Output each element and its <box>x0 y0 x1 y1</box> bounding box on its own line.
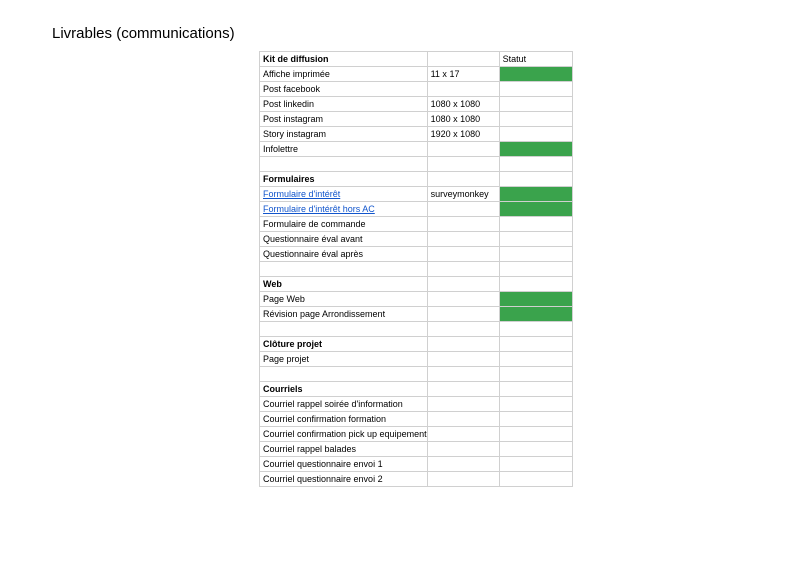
status-cell <box>499 217 572 232</box>
deliverable-name-cell <box>260 457 428 472</box>
status-done-cell <box>499 307 572 322</box>
section-title-cell <box>260 337 428 352</box>
spec-cell <box>427 382 499 397</box>
status-cell <box>499 262 572 277</box>
table-row <box>260 427 573 442</box>
status-cell <box>499 457 572 472</box>
table-row <box>260 82 573 97</box>
table-row <box>260 202 573 217</box>
deliverable-link[interactable]: Formulaire d'intérêt <box>263 189 341 199</box>
deliverable-name-cell <box>260 127 428 142</box>
deliverable-name-cell <box>260 397 428 412</box>
section-header-row <box>260 337 573 352</box>
spec-cell <box>427 307 499 322</box>
status-cell <box>499 352 572 367</box>
deliverable-name: Page projet <box>263 354 310 364</box>
deliverable-name-cell <box>260 112 428 127</box>
deliverable-name-cell <box>260 67 428 82</box>
spec-cell <box>427 412 499 427</box>
deliverable-name-cell <box>260 247 428 262</box>
table-row <box>260 232 573 247</box>
spec-cell <box>427 442 499 457</box>
section-header-row <box>260 52 573 67</box>
status-done-cell <box>499 292 572 307</box>
section-header-row <box>260 382 573 397</box>
blank-row <box>260 322 573 337</box>
table-row <box>260 307 573 322</box>
deliverable-name-cell <box>260 427 428 442</box>
deliverable-name: Post linkedin <box>263 99 315 109</box>
table-row <box>260 217 573 232</box>
deliverables-table-body <box>260 52 573 487</box>
section-title-cell <box>260 382 428 397</box>
status-cell <box>499 427 572 442</box>
section-title: Courriels <box>263 384 303 394</box>
deliverable-name: Courriel confirmation pick up equipement <box>263 429 427 439</box>
blank-row <box>260 262 573 277</box>
table-row <box>260 397 573 412</box>
deliverable-name-cell <box>260 412 428 427</box>
section-header-row <box>260 172 573 187</box>
spec-cell <box>427 262 499 277</box>
table-row <box>260 187 573 202</box>
status-cell <box>499 442 572 457</box>
section-title: Kit de diffusion <box>263 54 329 64</box>
deliverable-name: Affiche imprimée <box>263 69 330 79</box>
deliverable-name: Courriel questionnaire envoi 2 <box>263 474 383 484</box>
table-row <box>260 292 573 307</box>
deliverable-name-cell <box>260 157 428 172</box>
deliverable-name: Questionnaire éval après <box>263 249 364 259</box>
spec-cell <box>427 427 499 442</box>
status-done-cell <box>499 202 572 217</box>
page-title: Livrables (communications) <box>52 25 235 42</box>
spec-cell <box>427 322 499 337</box>
status-header-cell: Statut <box>499 52 572 67</box>
deliverable-name: Courriel questionnaire envoi 1 <box>263 459 383 469</box>
section-title-cell <box>260 172 428 187</box>
status-cell <box>499 82 572 97</box>
table-row <box>260 142 573 157</box>
deliverable-name: Story instagram <box>263 129 327 139</box>
table-row <box>260 457 573 472</box>
blank-row <box>260 367 573 382</box>
status-cell <box>499 367 572 382</box>
deliverable-name-cell <box>260 367 428 382</box>
spec-cell: 1920 x 1080 <box>427 127 499 142</box>
deliverable-name-cell <box>260 82 428 97</box>
spec-cell <box>427 247 499 262</box>
table-row <box>260 247 573 262</box>
deliverable-name-cell <box>260 292 428 307</box>
section-header-row <box>260 277 573 292</box>
deliverable-name-cell[interactable] <box>260 187 428 202</box>
deliverable-name-cell <box>260 352 428 367</box>
spec-cell <box>427 202 499 217</box>
status-done-cell <box>499 187 572 202</box>
deliverable-name: Formulaire de commande <box>263 219 366 229</box>
table-row <box>260 442 573 457</box>
deliverable-name: Courriel rappel soirée d'information <box>263 399 403 409</box>
status-cell <box>499 127 572 142</box>
deliverable-name-cell <box>260 442 428 457</box>
spec-cell <box>427 367 499 382</box>
spec-cell <box>427 82 499 97</box>
spec-cell <box>427 457 499 472</box>
deliverable-name-cell <box>260 232 428 247</box>
deliverable-name: Post instagram <box>263 114 324 124</box>
section-title: Formulaires <box>263 174 315 184</box>
spec-cell <box>427 172 499 187</box>
status-cell <box>499 157 572 172</box>
spec-cell <box>427 217 499 232</box>
spec-cell: surveymonkey <box>427 187 499 202</box>
deliverable-name-cell <box>260 307 428 322</box>
spec-cell <box>427 337 499 352</box>
deliverable-link[interactable]: Formulaire d'intérêt hors AC <box>263 204 375 214</box>
deliverable-name: Page Web <box>263 294 305 304</box>
deliverable-name-cell[interactable] <box>260 202 428 217</box>
section-title: Web <box>263 279 282 289</box>
status-done-cell <box>499 67 572 82</box>
status-cell <box>499 322 572 337</box>
deliverable-name-cell <box>260 262 428 277</box>
spec-cell <box>427 472 499 487</box>
deliverables-table <box>259 51 573 487</box>
table-row <box>260 97 573 112</box>
deliverable-name-cell <box>260 97 428 112</box>
status-cell <box>499 247 572 262</box>
spec-cell <box>427 397 499 412</box>
deliverable-name-cell <box>260 217 428 232</box>
status-cell <box>499 397 572 412</box>
status-cell <box>499 472 572 487</box>
spec-cell <box>427 277 499 292</box>
section-title-cell <box>260 52 428 67</box>
deliverable-name: Révision page Arrondissement <box>263 309 386 319</box>
table-row <box>260 112 573 127</box>
status-cell <box>499 412 572 427</box>
section-title: Clôture projet <box>263 339 323 349</box>
spec-cell: 1080 x 1080 <box>427 97 499 112</box>
status-cell <box>499 337 572 352</box>
table-row <box>260 352 573 367</box>
table-row <box>260 412 573 427</box>
spec-cell <box>427 232 499 247</box>
table-row <box>260 472 573 487</box>
deliverable-name: Questionnaire éval avant <box>263 234 363 244</box>
status-cell <box>499 172 572 187</box>
spec-cell <box>427 352 499 367</box>
status-cell <box>499 277 572 292</box>
status-cell <box>499 382 572 397</box>
spec-cell <box>427 292 499 307</box>
spec-cell <box>427 142 499 157</box>
deliverable-name-cell <box>260 322 428 337</box>
status-cell <box>499 97 572 112</box>
deliverable-name-cell <box>260 142 428 157</box>
status-cell <box>499 232 572 247</box>
status-cell <box>499 112 572 127</box>
table-row <box>260 127 573 142</box>
spec-cell <box>427 52 499 67</box>
deliverable-name-cell <box>260 472 428 487</box>
deliverable-name: Infolettre <box>263 144 299 154</box>
spec-cell: 11 x 17 <box>427 67 499 82</box>
status-done-cell <box>499 142 572 157</box>
section-title-cell <box>260 277 428 292</box>
spec-cell <box>427 157 499 172</box>
table-row <box>260 67 573 82</box>
deliverable-name: Post facebook <box>263 84 321 94</box>
deliverable-name: Courriel confirmation formation <box>263 414 387 424</box>
blank-row <box>260 157 573 172</box>
deliverable-name: Courriel rappel balades <box>263 444 357 454</box>
spec-cell: 1080 x 1080 <box>427 112 499 127</box>
